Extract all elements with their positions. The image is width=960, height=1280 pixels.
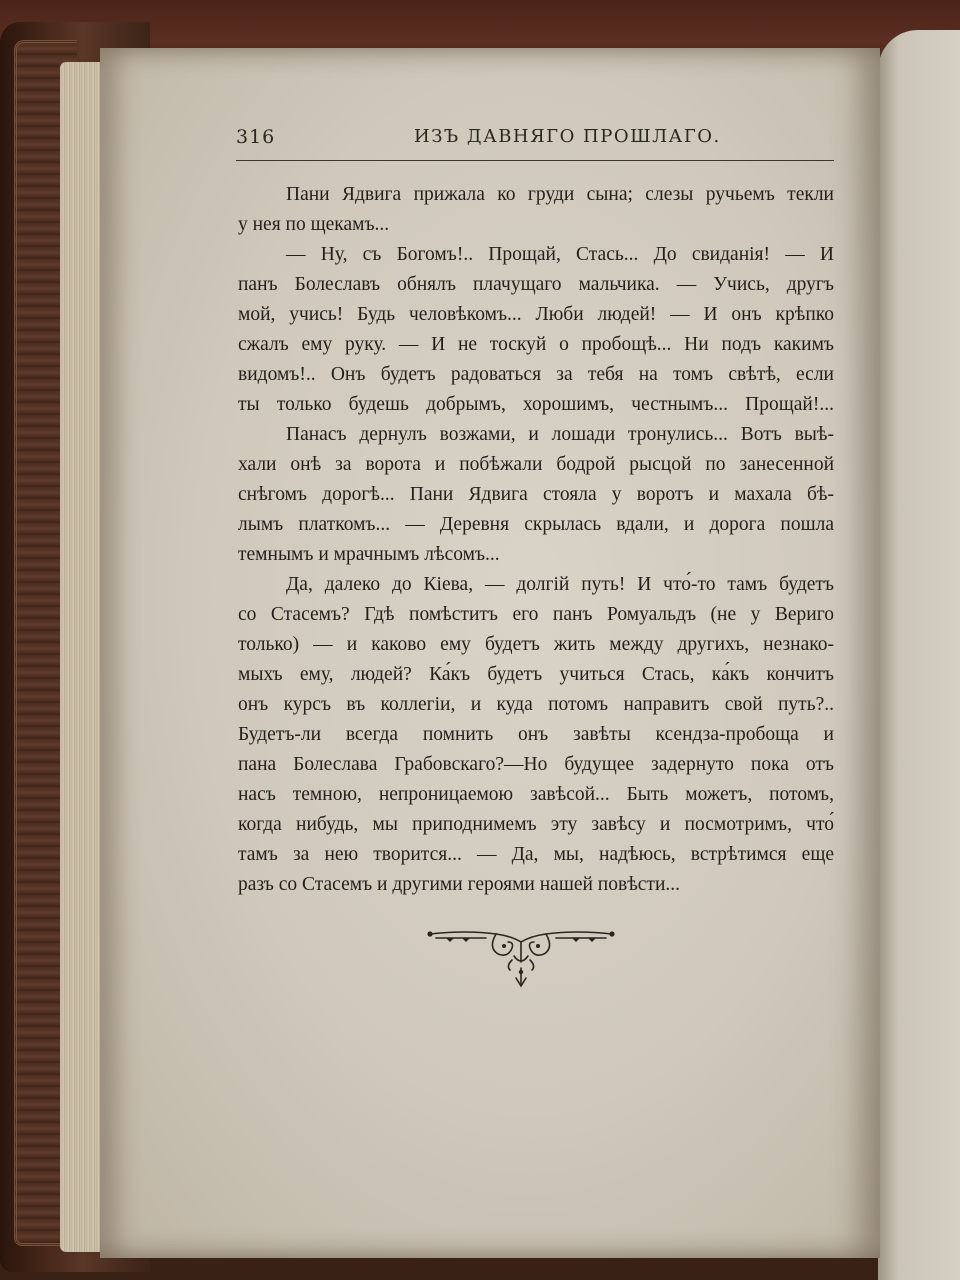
body-text: [238, 180, 834, 900]
text-line: сжалъ ему руку. — И не тоскуй о пробощѣ... Ни подъ какимъ: [238, 334, 834, 355]
text-line: Панасъ дернулъ возжами, и лошади тронулись... Вотъ выѣ-: [286, 424, 834, 445]
page-number: 316: [236, 126, 276, 148]
text-line: темнымъ и мрачнымъ лѣсомъ...: [238, 544, 500, 565]
text-line: видомъ!.. Онъ будетъ радоваться за тебя на томъ свѣтѣ, если: [238, 364, 834, 385]
running-title: ИЗЪ ДАВНЯГО ПРОШЛАГО.: [414, 126, 721, 147]
text-line: мыхъ ему, людей? Ка́къ будетъ учиться Стась, ка́къ кончитъ: [238, 664, 834, 685]
text-line: мой, учись! Будь человѣкомъ... Люби людей! — И онъ крѣпко: [238, 304, 834, 325]
ornament-icon: [426, 920, 616, 1000]
text-line: Будетъ-ли всегда помнить онъ завѣты ксендза-пробоща и: [238, 724, 834, 745]
text-line: пана Болеслава Грабовскаго?—Но будущее задернуто пока отъ: [238, 754, 834, 775]
text-line: со Стасемъ? Гдѣ помѣститъ его панъ Ромуальдъ (не у Вериго: [238, 604, 834, 625]
text-line: у нея по щекамъ...: [238, 214, 390, 235]
text-line: онъ курсъ въ коллегіи, и куда потомъ направитъ свой путь?..: [238, 694, 834, 715]
text-line: лымъ платкомъ... — Деревня скрылась вдали, и дорога пошла: [238, 514, 834, 535]
text-line: хали онѣ за ворота и побѣжали бодрой рысцой по занесенной: [238, 454, 834, 475]
text-line: насъ темною, непроницаемою завѣсой... Быть можетъ, потомъ,: [238, 784, 834, 805]
facing-page: [878, 30, 960, 1280]
text-line: только) — и каково ему будетъ жить между другихъ, незнако-: [238, 634, 834, 655]
text-line: панъ Болеславъ обнялъ плачущаго мальчика. — Учись, другъ: [238, 274, 834, 295]
text-line: Пани Ядвига прижала ко груди сына; слезы ручьемъ текли: [286, 184, 834, 205]
text-line: тамъ за нею творится... — Да, мы, надѣюсь, встрѣтимся еще: [238, 844, 834, 865]
page-header: [236, 126, 834, 161]
text-line: снѣгомъ дорогѣ... Пани Ядвига стояла у воротъ и махала бѣ-: [238, 484, 834, 505]
text-line: разъ со Стасемъ и другими героями нашей повѣсти...: [238, 874, 681, 895]
text-line: Да, далеко до Кіева, — долгій путь! И что́-то тамъ будетъ: [286, 574, 834, 595]
text-line: когда нибудь, мы приподнимемъ эту завѣсу и посмотримъ, что́: [238, 814, 834, 835]
text-line: ты только будешь добрымъ, хорошимъ, честнымъ... Прощай!...: [238, 394, 834, 415]
text-line: — Ну, съ Богомъ!.. Прощай, Стась... До свиданія! — И: [286, 244, 834, 265]
